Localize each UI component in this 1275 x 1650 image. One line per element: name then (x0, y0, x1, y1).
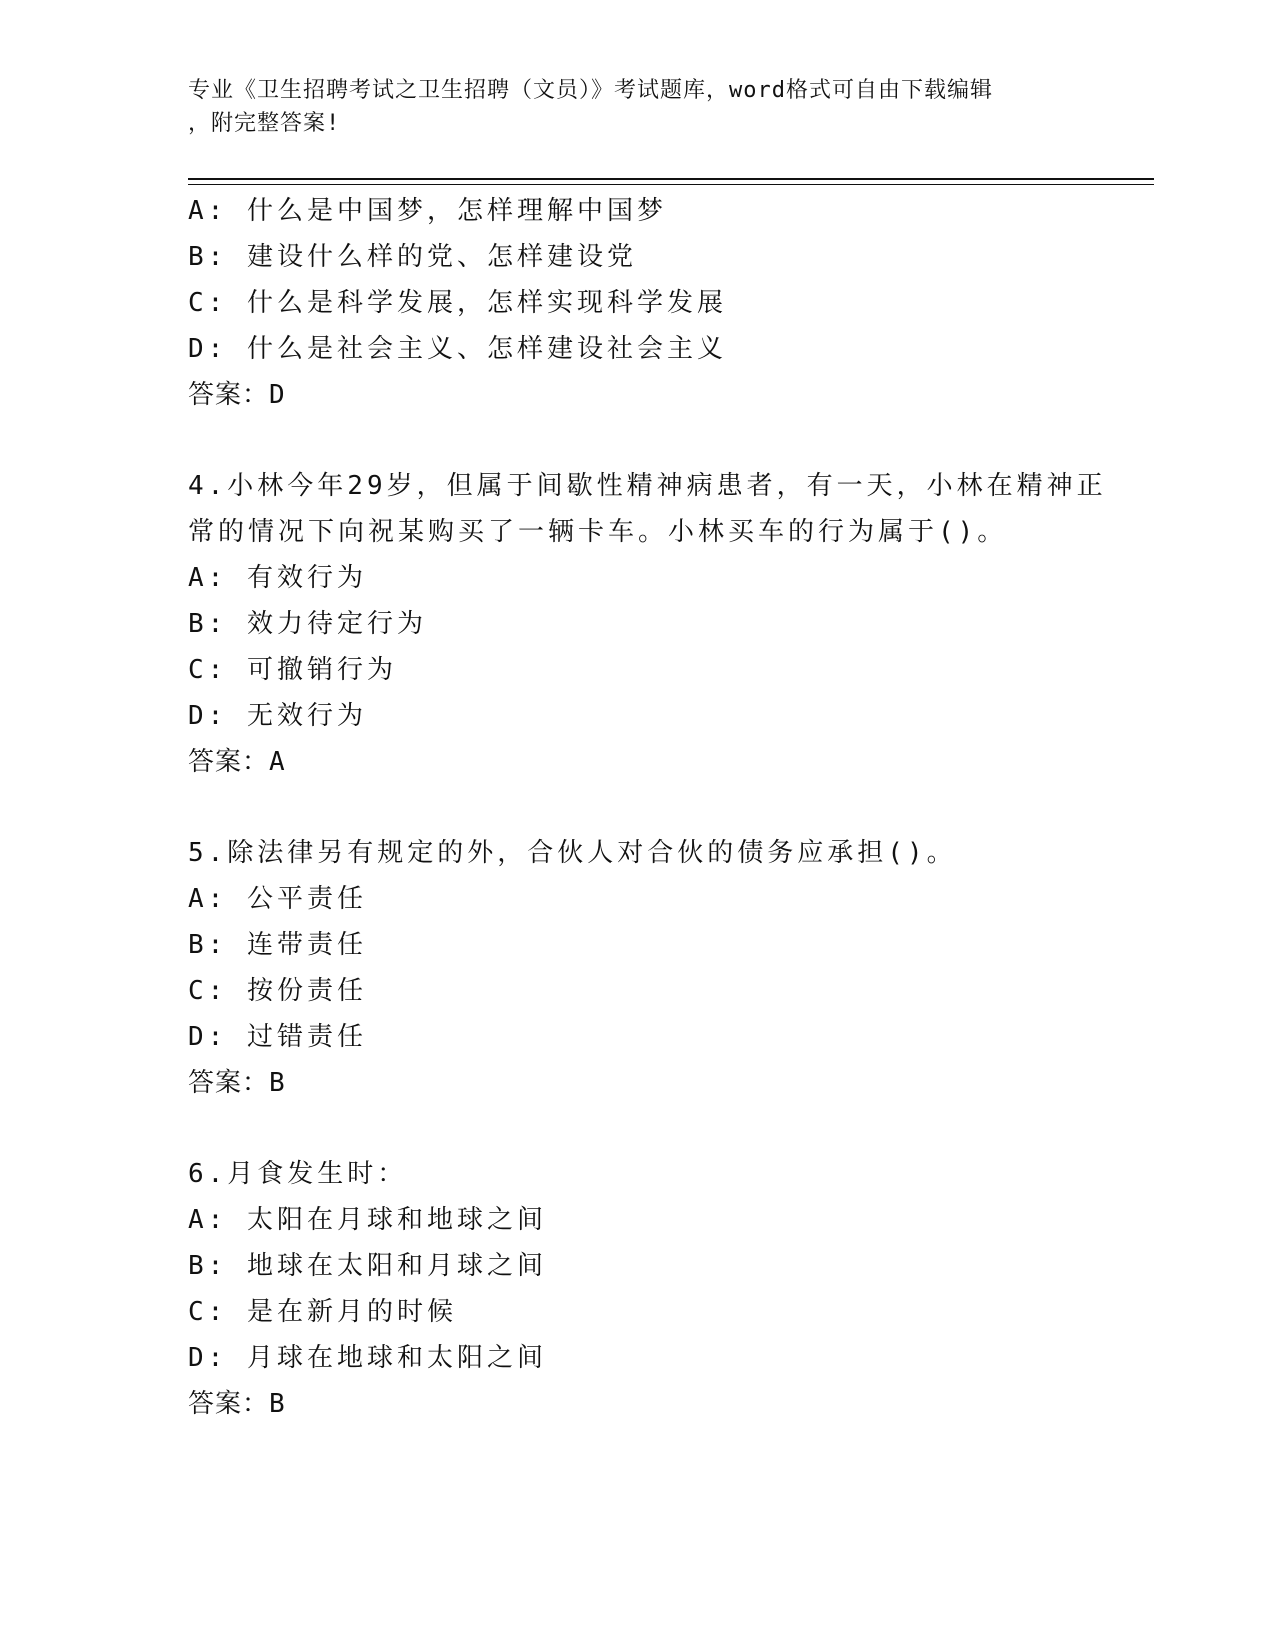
header-divider-thin (188, 184, 1154, 185)
option-b: B: 建设什么样的党、怎样建设党 (188, 242, 637, 272)
question-stem-line-2: 常的情况下向祝某购买了一辆卡车。小林买车的行为属于()。 (188, 517, 1008, 547)
option-a: A: 公平责任 (188, 884, 367, 914)
option-b: B: 效力待定行为 (188, 609, 427, 639)
answer: 答案：B (188, 1389, 286, 1419)
question-stem-line-1: 4.小林今年29岁，但属于间歇性精神病患者，有一天，小林在精神正 (188, 471, 1107, 501)
question-5 (188, 830, 1154, 1106)
option-d: D: 无效行为 (188, 701, 367, 731)
answer: 答案：D (188, 380, 286, 410)
option-b: B: 连带责任 (188, 930, 367, 960)
question-stem-line-1: 6.月食发生时： (188, 1159, 408, 1189)
header-divider-thick (188, 178, 1154, 180)
option-a: A: 太阳在月球和地球之间 (188, 1205, 547, 1235)
answer: 答案：B (188, 1068, 286, 1098)
option-a: A: 有效行为 (188, 563, 367, 593)
option-a: A: 什么是中国梦，怎样理解中国梦 (188, 196, 667, 226)
header-line-2: ，附完整答案! (188, 111, 341, 136)
option-c: C: 是在新月的时候 (188, 1297, 457, 1327)
document-header (188, 74, 1068, 140)
question-4 (188, 463, 1154, 785)
question-6 (188, 1151, 1154, 1427)
question-3 (188, 188, 1154, 418)
option-c: C: 什么是科学发展，怎样实现科学发展 (188, 288, 727, 318)
question-stem-line-1: 5.除法律另有规定的外，合伙人对合伙的债务应承担()。 (188, 838, 957, 868)
option-d: D: 月球在地球和太阳之间 (188, 1343, 547, 1373)
option-d: D: 什么是社会主义、怎样建设社会主义 (188, 334, 727, 364)
option-d: D: 过错责任 (188, 1022, 367, 1052)
question-list (188, 188, 1154, 1427)
option-c: C: 可撤销行为 (188, 655, 397, 685)
option-c: C: 按份责任 (188, 976, 367, 1006)
option-b: B: 地球在太阳和月球之间 (188, 1251, 547, 1281)
header-line-1: 专业《卫生招聘考试之卫生招聘（文员）》考试题库，word格式可自由下载编辑 (188, 78, 993, 103)
answer: 答案：A (188, 747, 286, 777)
